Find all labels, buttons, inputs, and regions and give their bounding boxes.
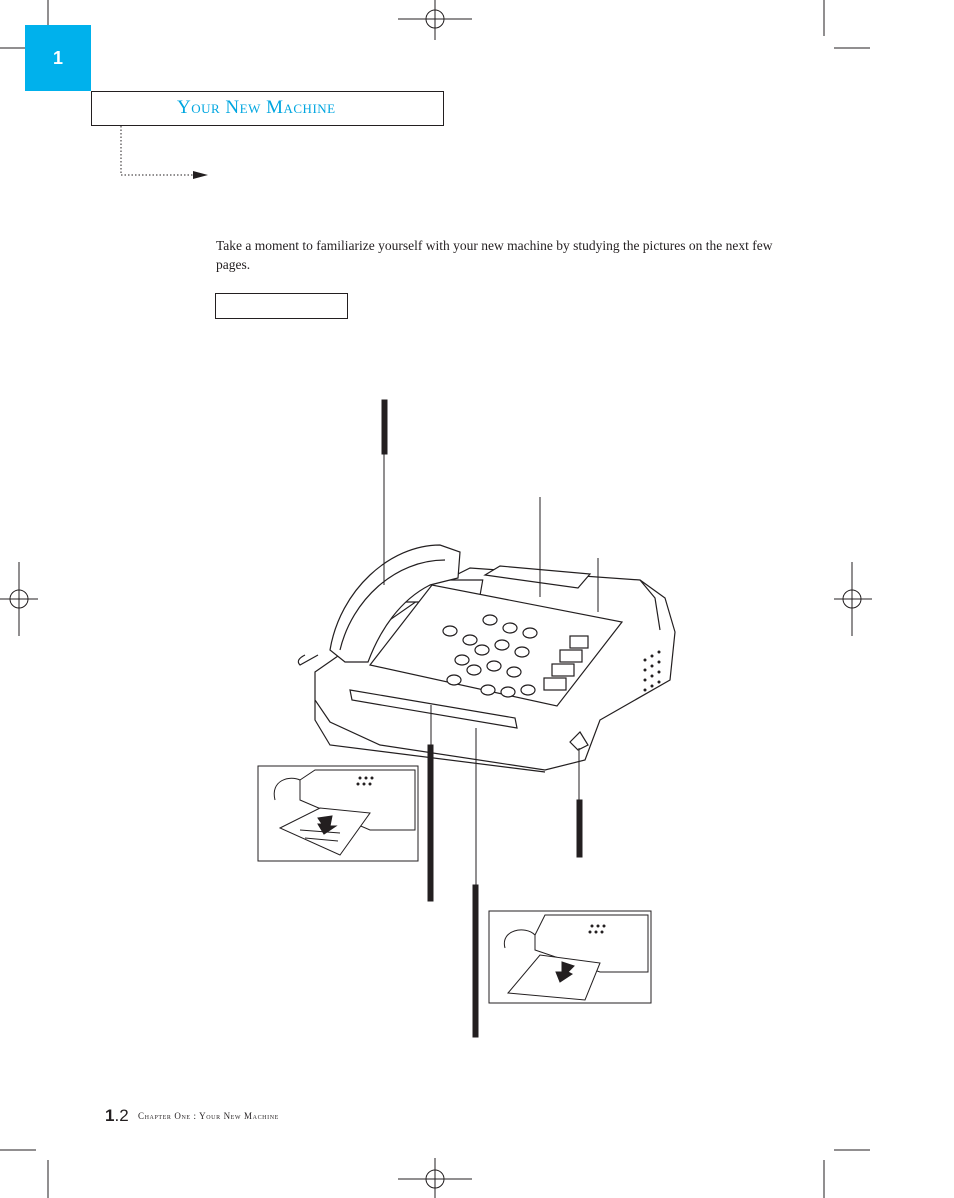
section-title: Your New Machine xyxy=(177,97,336,118)
inset-paper-loading xyxy=(489,911,651,1003)
inset-document-output xyxy=(258,766,418,861)
fax-machine-illustration xyxy=(298,545,675,772)
dotted-arrow xyxy=(121,126,208,179)
page-number-major: 1 xyxy=(105,1106,115,1125)
chapter-number: 1 xyxy=(52,47,63,68)
chapter-tab xyxy=(25,25,91,91)
running-title: Chapter One : Your New Machine xyxy=(138,1111,279,1121)
page-number xyxy=(105,1106,129,1126)
intro-paragraph: Take a moment to familiarize yourself with your new machine by studying the pictures on the next few pages. xyxy=(216,238,773,272)
page-number-minor: .2 xyxy=(114,1106,129,1125)
empty-label-box xyxy=(215,293,348,319)
